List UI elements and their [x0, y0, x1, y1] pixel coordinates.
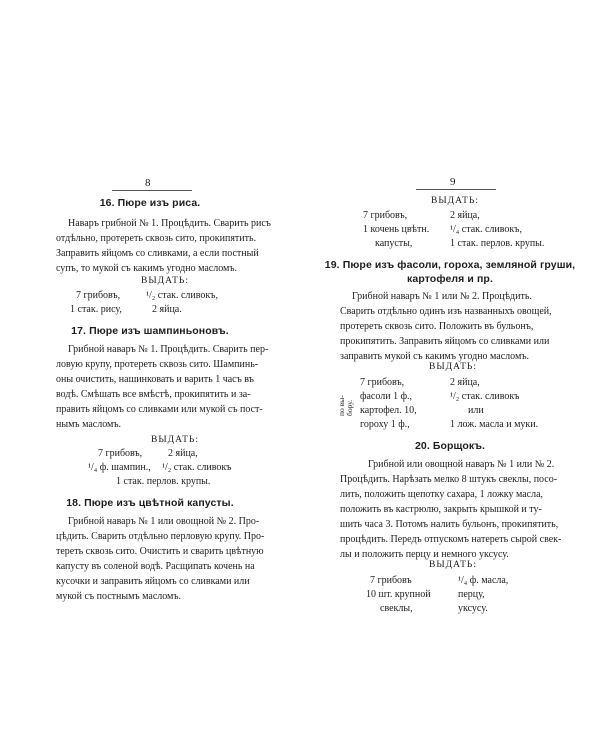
recipe-18-yield: 7 грибовъ, — [363, 210, 408, 221]
recipe-20-vydat: ВЫДАТЬ: — [428, 560, 478, 570]
recipe-18-yield: 1 стак. перлов. крупы. — [450, 238, 545, 249]
recipe-20-yield: 7 грибовъ — [370, 575, 412, 586]
recipe-20-yield: 10 шт. крупной — [366, 589, 431, 600]
recipe-16-yield: 1 стак. рису, — [70, 304, 122, 315]
recipe-18-yield: ¹/₄ стак. сливокъ, — [450, 224, 522, 235]
recipe-20-yield: свеклы, — [380, 603, 413, 614]
recipe-19-title: 19. Пюре изъ фасоли, гороха, земляной груши, — [324, 259, 576, 271]
recipe-17-yield: 7 грибовъ, — [98, 448, 143, 459]
recipe-18-text: Грибной наваръ № 1 или овощной № 2. Про- цѣдить. Сварить отдѣльно перловую крупу. Про- тереть сквозь сито. Очистить и сварить цвѣтную капусту въ соленой водѣ. Расщипать кочень на кусочки и заправить яйцомъ со сливками или мукой съ постнымъ масломъ. — [56, 516, 265, 602]
recipe-16-yield: ¹/₂ стак. сливокъ, — [146, 290, 218, 301]
recipe-19-yield: или — [468, 405, 484, 416]
recipe-16-vydat: ВЫДАТЬ: — [140, 276, 190, 286]
recipe-17-yield: ¹/₂ стак. сливокъ — [162, 462, 232, 473]
recipe-18-yield: капусты, — [375, 238, 413, 249]
recipe-19-yield: ¹/₂ стак. сливокъ — [450, 391, 520, 402]
recipe-17-title: 17. Пюре изъ шампиньоновъ. — [71, 325, 229, 337]
recipe-16-yield: 2 яйца. — [152, 304, 182, 315]
recipe-19-side-note: бору. — [345, 399, 354, 416]
recipe-16-yield: 7 грибовъ, — [76, 290, 121, 301]
page-number: 8 — [145, 177, 151, 189]
recipe-17-yield: 1 стак. перлов. крупы. — [116, 476, 211, 487]
recipe-16-text: Наваръ грибной № 1. Процѣдить. Сварить рисъ отдѣльно, протереть сквозь сито, прокипятить. Заправить яйцомъ со сливками, а если постный супъ, то мукой съ какимъ угодно масломъ. — [56, 218, 271, 274]
recipe-17-yield: ¹/₄ ф. шампин., — [88, 462, 151, 473]
recipe-18-title: 18. Пюре изъ цвѣтной капусты. — [66, 497, 234, 509]
page-number-rule — [416, 189, 496, 190]
recipe-16-title: 16. Пюре изъ риса. — [99, 197, 201, 209]
recipe-19-vydat: ВЫДАТЬ: — [428, 362, 478, 372]
recipe-18-yield: 1 кочень цвѣтн. — [363, 224, 430, 235]
page-number-rule — [112, 190, 192, 191]
recipe-18-yield: 2 яйца, — [450, 210, 480, 221]
recipe-17-yield: 2 яйца, — [168, 448, 198, 459]
recipe-20-text: Грибной или овощной наваръ № 1 или № 2. Процѣдить. Нарѣзать мелко 8 штукъ свеклы, посо- лить, положить щепотку сахара, 1 ложку масла, положить въ кастрюлю, закрыть крышкой и ту- шить часа 3. Потомъ налить бульонъ, прокипятить, процѣдить. Передъ отпускомъ натереть сырой свек- лы и положить перцу и немного уксусу. — [340, 459, 562, 560]
recipe-19-yield: 2 яйца, — [450, 377, 480, 388]
recipe-20-yield: ¹/₄ ф. масла, — [458, 575, 509, 586]
recipe-19-title: картофеля и пр. — [407, 273, 493, 285]
recipe-19-text: Грибной наваръ № 1 или № 2. Процѣдить. Сварить отдѣльно одинъ изъ названныхъ овощей, протереть сквозь сито. Положить въ бульонъ, прокипятить. Заправить яйцомъ со сливками или заправить мукой съ какимъ угодно масломъ. — [340, 291, 552, 362]
recipe-19-yield: фасоли 1 ф., — [360, 391, 413, 402]
recipe-20-title: 20. Борщокъ. — [414, 440, 486, 452]
right-page — [300, 0, 600, 750]
recipe-18-vydat: ВЫДАТЬ: — [430, 196, 480, 206]
recipe-20-yield: уксусу. — [458, 603, 488, 614]
recipe-19-yield: 1 лож. масла и муки. — [450, 419, 539, 430]
recipe-19-yield: картофел. 10, — [360, 405, 417, 416]
recipe-20-yield: перцу, — [458, 589, 485, 600]
recipe-19-yield: гороху 1 ф., — [360, 419, 410, 430]
page-number: 9 — [450, 176, 456, 188]
recipe-19-yield: 7 грибовъ, — [360, 377, 405, 388]
recipe-19-side-note: по вы- — [337, 395, 346, 416]
recipe-17-vydat: ВЫДАТЬ: — [150, 435, 200, 445]
recipe-17-text: Грибной наваръ № 1. Процѣдить. Сварить пер- ловую крупу, протереть сквозь сито. Шампинь- оны очистить, нашинковать и варить 1 часъ въ водѣ. Смѣшать все вмѣстѣ, прокипятить и за- править яйцомъ со сливками или мукой съ пост- нымъ масломъ. — [56, 344, 269, 430]
